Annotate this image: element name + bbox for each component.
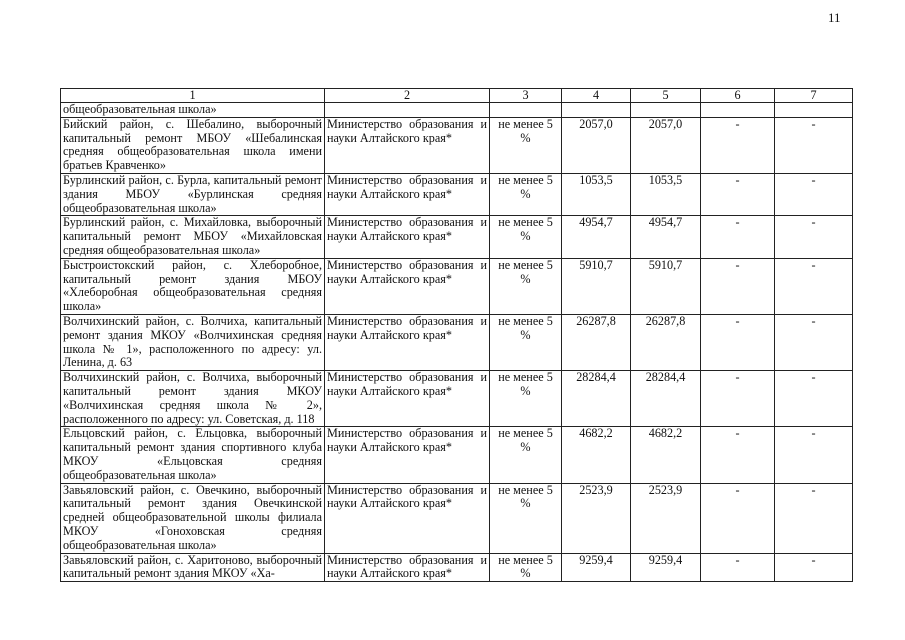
table-row xyxy=(61,103,853,118)
amount-col6: - xyxy=(701,173,775,215)
amount-col4: 2523,9 xyxy=(562,483,631,553)
amount-col4: 4954,7 xyxy=(562,216,631,258)
amount-col6: - xyxy=(701,483,775,553)
object-description: общеобразовательная школа» xyxy=(61,103,325,118)
amount-col4: 26287,8 xyxy=(562,314,631,370)
cofinancing-share: не менее 5 % xyxy=(490,173,562,215)
object-description: Волчихинский район, с. Волчиха, выборочный капитальный ремонт здания МКОУ «Волчихинская средняя школа № 2», расположенного по адресу: ул. Советская, д. 118 xyxy=(61,371,325,427)
responsible-body: Министерство образования и науки Алтайского края* xyxy=(325,483,490,553)
table-row xyxy=(61,258,853,314)
amount-col5: 5910,7 xyxy=(631,258,701,314)
cofinancing-share: не менее 5 % xyxy=(490,117,562,173)
table-row xyxy=(61,117,853,173)
amount-col7: - xyxy=(775,258,853,314)
object-description: Волчихинский район, с. Волчиха, капитальный ремонт здания МКОУ «Волчихинская средняя школа № 1», расположенного по адресу: ул. Ленина, д. 63 xyxy=(61,314,325,370)
column-header-6: 6 xyxy=(701,89,775,103)
column-header-1: 1 xyxy=(61,89,325,103)
amount-col5: 2057,0 xyxy=(631,117,701,173)
table-row xyxy=(61,216,853,258)
column-header-4: 4 xyxy=(562,89,631,103)
amount-col5: 9259,4 xyxy=(631,553,701,582)
amount-col4: 2057,0 xyxy=(562,117,631,173)
amount-col6: - xyxy=(701,216,775,258)
responsible-body: Министерство образования и науки Алтайского края* xyxy=(325,216,490,258)
amount-col4: 4682,2 xyxy=(562,427,631,483)
header-row xyxy=(61,89,853,103)
amount-col5: 1053,5 xyxy=(631,173,701,215)
responsible-body: Министерство образования и науки Алтайского края* xyxy=(325,427,490,483)
responsible-body: Министерство образования и науки Алтайского края* xyxy=(325,117,490,173)
responsible-body: Министерство образования и науки Алтайского края* xyxy=(325,314,490,370)
amount-col4 xyxy=(562,103,631,118)
table-header xyxy=(61,89,853,103)
amount-col7: - xyxy=(775,117,853,173)
cofinancing-share: не менее 5 % xyxy=(490,427,562,483)
object-description: Завьяловский район, с. Харитоново, выборочный капитальный ремонт здания МКОУ «Ха- xyxy=(61,553,325,582)
amount-col5 xyxy=(631,103,701,118)
responsible-body: Министерство образования и науки Алтайского края* xyxy=(325,173,490,215)
amount-col5: 4682,2 xyxy=(631,427,701,483)
table-row xyxy=(61,314,853,370)
object-description: Бийский район, с. Шебалино, выборочный капитальный ремонт МБОУ «Шебалинская средняя общеобразовательная школа имени братьев Кравченко» xyxy=(61,117,325,173)
page-number: 11 xyxy=(828,10,841,25)
amount-col7: - xyxy=(775,371,853,427)
amount-col7: - xyxy=(775,553,853,582)
object-description: Ельцовский район, с. Ельцовка, выборочный капитальный ремонт здания спортивного клуба МКОУ «Ельцовская средняя общеобразовательная школа» xyxy=(61,427,325,483)
responsible-body: Министерство образования и науки Алтайского края* xyxy=(325,553,490,582)
amount-col6: - xyxy=(701,314,775,370)
amount-col6: - xyxy=(701,427,775,483)
cofinancing-share: не менее 5 % xyxy=(490,216,562,258)
amount-col5: 4954,7 xyxy=(631,216,701,258)
amount-col7: - xyxy=(775,216,853,258)
table-row xyxy=(61,483,853,553)
amount-col6: - xyxy=(701,258,775,314)
cofinancing-share: не менее 5 % xyxy=(490,258,562,314)
cofinancing-share: не менее 5 % xyxy=(490,553,562,582)
amount-col7: - xyxy=(775,314,853,370)
amount-col6: - xyxy=(701,553,775,582)
amount-col6: - xyxy=(701,117,775,173)
amount-col6: - xyxy=(701,371,775,427)
cofinancing-share: не менее 5 % xyxy=(490,314,562,370)
responsible-body: Министерство образования и науки Алтайского края* xyxy=(325,371,490,427)
cofinancing-share: не менее 5 % xyxy=(490,371,562,427)
amount-col5: 28284,4 xyxy=(631,371,701,427)
amount-col6 xyxy=(701,103,775,118)
column-header-7: 7 xyxy=(775,89,853,103)
amount-col4: 9259,4 xyxy=(562,553,631,582)
table-row xyxy=(61,427,853,483)
amount-col7: - xyxy=(775,483,853,553)
amount-col7: - xyxy=(775,427,853,483)
object-description: Бурлинский район, с. Бурла, капитальный ремонт здания МБОУ «Бурлинская средняя общеобразовательная школа» xyxy=(61,173,325,215)
cofinancing-share: не менее 5 % xyxy=(490,483,562,553)
object-description: Бурлинский район, с. Михайловка, выборочный капитальный ремонт МБОУ «Михайловская средняя общеобразовательная школа» xyxy=(61,216,325,258)
table-row xyxy=(61,173,853,215)
object-description: Быстроистокский район, с. Хлеборобное, капитальный ремонт здания МБОУ «Хлеборобная общеобразовательная средняя школа» xyxy=(61,258,325,314)
table-row xyxy=(61,371,853,427)
amount-col4: 5910,7 xyxy=(562,258,631,314)
amount-col7 xyxy=(775,103,853,118)
column-header-5: 5 xyxy=(631,89,701,103)
cofinancing-share xyxy=(490,103,562,118)
column-header-2: 2 xyxy=(325,89,490,103)
column-header-3: 3 xyxy=(490,89,562,103)
amount-col4: 28284,4 xyxy=(562,371,631,427)
responsible-body: Министерство образования и науки Алтайского края* xyxy=(325,258,490,314)
table-row xyxy=(61,553,853,582)
table-body xyxy=(61,103,853,582)
object-description: Завьяловский район, с. Овечкино, выборочный капитальный ремонт здания Овечкинской средней общеобразовательной школы филиала МКОУ «Гоноховская средняя общеобразовательная школа» xyxy=(61,483,325,553)
responsible-body xyxy=(325,103,490,118)
program-table xyxy=(60,88,853,582)
amount-col5: 2523,9 xyxy=(631,483,701,553)
amount-col5: 26287,8 xyxy=(631,314,701,370)
amount-col4: 1053,5 xyxy=(562,173,631,215)
amount-col7: - xyxy=(775,173,853,215)
